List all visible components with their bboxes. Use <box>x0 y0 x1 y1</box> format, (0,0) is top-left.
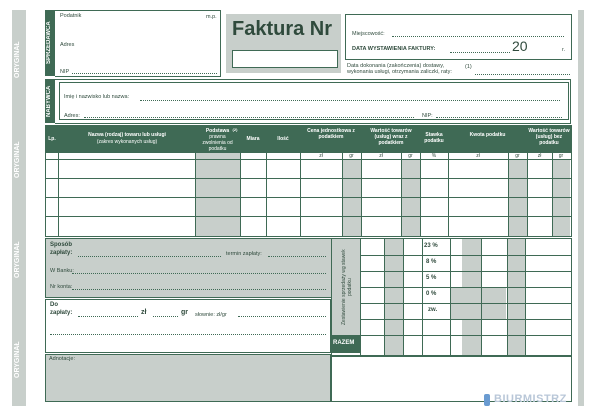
col-divider <box>384 239 385 355</box>
summary-row[interactable] <box>360 303 571 304</box>
unit-zl: zł <box>319 153 323 159</box>
delivery-date-label-1: Data dokonania (zakończenia) dostawy, <box>347 63 445 69</box>
issue-year-prefix: 20 <box>512 38 528 54</box>
rate-5: 5 % <box>426 275 437 281</box>
col-divider <box>195 126 196 236</box>
issue-date-line[interactable] <box>450 52 510 53</box>
amount-due-zl: zł <box>141 309 147 316</box>
col-divider <box>403 239 404 355</box>
tax-gr-shade <box>508 160 527 236</box>
place-date-box <box>345 14 572 60</box>
unit-gr: gr <box>515 153 520 159</box>
unit-gr: gr <box>349 153 354 159</box>
notes-box <box>45 354 331 402</box>
col-divider <box>422 239 423 355</box>
invoice-title: Faktura Nr <box>232 18 333 40</box>
payment-term-line[interactable] <box>268 256 326 257</box>
brand-watermark: BIURMISTRZ <box>494 393 567 405</box>
table-row[interactable] <box>46 197 571 198</box>
delivery-date-line[interactable] <box>475 74 570 75</box>
seller-side-label: SPRZEDAWCA <box>46 21 52 65</box>
rate-23: 23 % <box>424 243 438 249</box>
unit-zl: zł <box>537 153 542 159</box>
units-row-bottom <box>46 159 571 160</box>
header-ilosc: Ilość <box>277 136 289 142</box>
bank-line[interactable] <box>72 273 326 274</box>
summary-row[interactable] <box>360 319 571 320</box>
header-name-sub: (zakres wykonanych usług) <box>96 139 158 145</box>
header-name: Nazwa (rodzaj) towaru lub usługi <box>88 132 166 138</box>
amount-due-gr-line[interactable] <box>153 316 178 317</box>
amount-in-words-line-2[interactable] <box>50 334 326 335</box>
header-basis: Podstawa <box>205 128 230 134</box>
header-miara: Miara <box>246 136 260 142</box>
bank-label: W Banku: <box>50 268 74 274</box>
summary-gr-shade <box>384 239 403 355</box>
items-table <box>45 125 572 237</box>
buyer-name-label: Imię i nazwisko lub nazwa: <box>64 94 130 100</box>
amount-in-words-label: słownie: zł/gr <box>195 312 227 318</box>
col-divider <box>58 126 59 236</box>
col-divider <box>401 152 402 236</box>
col-divider <box>481 239 482 355</box>
header-net-value: Wartość towarów (usług) bez podatku <box>528 128 570 146</box>
notes-label: Adnotacje: <box>49 356 75 362</box>
seller-nip-line[interactable] <box>72 73 217 74</box>
seller-adres-label: Adres <box>60 42 75 48</box>
vat-summary <box>331 238 572 356</box>
unit-zl: zł <box>476 153 480 159</box>
brand-icon <box>484 394 490 406</box>
header-tax-rate: Stawka podatku <box>424 132 444 144</box>
rate-8: 8 % <box>426 259 437 265</box>
header-unit-price: Cena jednostkowa z podatkiem <box>307 128 355 140</box>
total-label: RAZEM <box>333 340 355 346</box>
header-basis-ref: (2) <box>232 127 238 132</box>
col-divider <box>450 239 451 355</box>
amount-due-gr: gr <box>181 309 188 316</box>
amount-due-zl-line[interactable] <box>78 316 138 317</box>
header-basis-sub: prawna zwolnienia od podatku <box>202 134 233 152</box>
miejscowosc-label: Miejscowość: <box>352 31 385 37</box>
col-divider <box>360 239 361 355</box>
invoice-number-field[interactable] <box>232 50 338 68</box>
net-gr-shade <box>552 160 570 236</box>
buyer-adres-label: Adres: <box>64 113 80 119</box>
col-divider <box>300 126 301 236</box>
buyer-inner <box>59 82 569 120</box>
col-divider <box>342 152 343 236</box>
col-divider <box>552 152 553 236</box>
header-gross-value: Wartość towarów (usług) wraz z podatkiem <box>370 128 412 146</box>
payment-method-label-2: zapłaty: <box>50 250 73 256</box>
seller-podatnik-label: Podatnik <box>60 13 82 19</box>
original-label: ORYGINAŁ <box>14 41 21 79</box>
buyer-side-label: NABYWCA <box>46 85 52 117</box>
header-lp: Lp. <box>48 136 56 142</box>
col-divider <box>525 239 526 355</box>
amount-due-label: Do <box>50 302 58 308</box>
col-divider <box>448 126 449 236</box>
rate-exempt: zw. <box>428 307 438 313</box>
seller-mp-label: m.p. <box>206 14 217 20</box>
original-label: ORYGINAŁ <box>14 341 21 379</box>
col-divider <box>240 126 241 236</box>
buyer-name-line[interactable] <box>140 100 560 101</box>
original-label: ORYGINAŁ <box>14 141 21 179</box>
unit-gr: gr <box>408 153 413 159</box>
summary-row[interactable] <box>360 287 571 288</box>
rate-0: 0 % <box>426 291 437 297</box>
issue-date-label: DATA WYSTAWIENIA FAKTURY: <box>352 46 436 52</box>
basis-column-shade <box>195 152 240 236</box>
account-label: Nr konta: <box>50 284 73 290</box>
unit-zl: zł <box>379 153 383 159</box>
unit-pct: % <box>431 153 437 159</box>
seller-box <box>55 10 221 77</box>
amount-in-words-line[interactable] <box>238 316 326 317</box>
buyer-nip-label: NIP: <box>422 113 433 119</box>
buyer-nip-line[interactable] <box>436 117 562 118</box>
delivery-date-ref: (1) <box>465 64 472 70</box>
issue-year-suffix: r. <box>562 47 566 53</box>
table-row[interactable] <box>46 178 571 179</box>
summary-row[interactable] <box>332 335 571 336</box>
right-edge-strip <box>578 10 584 406</box>
summary-side-label: Zestawienie sprzedaży wg stawek podatku <box>341 249 353 325</box>
amount-due-label-2: zapłaty: <box>50 310 73 316</box>
col-divider <box>266 126 267 236</box>
value-gr-shade <box>401 160 420 236</box>
payment-term-label: termin zapłaty: <box>226 251 262 257</box>
delivery-date-label-2: wykonania usługi, otrzymania zaliczki, raty: <box>347 69 452 75</box>
account-line[interactable] <box>72 289 326 290</box>
unit-gr: gr <box>558 153 564 159</box>
col-divider <box>507 239 508 355</box>
summary-row[interactable] <box>360 255 571 256</box>
summary-gr-shade <box>507 239 525 355</box>
header-tax-amount: Kwota podatku <box>469 132 506 138</box>
payment-method-label: Sposób <box>50 242 72 248</box>
seller-nip-label: NIP <box>60 69 70 75</box>
price-gr-shade <box>342 160 361 236</box>
payment-method-line[interactable] <box>78 256 221 257</box>
buyer-adres-line[interactable] <box>84 117 414 118</box>
original-label: ORYGINAŁ <box>14 241 21 279</box>
summary-row[interactable] <box>360 271 571 272</box>
miejscowosc-line[interactable] <box>392 36 564 37</box>
amount-due-box <box>45 299 331 353</box>
table-row[interactable] <box>46 216 571 217</box>
col-divider <box>508 152 509 236</box>
